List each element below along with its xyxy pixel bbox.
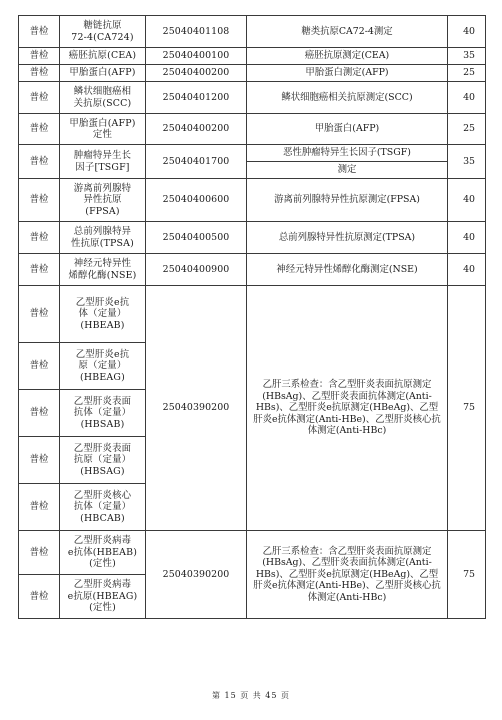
item-price-cell: 35 (448, 48, 486, 65)
item-code-cell: 25040400500 (146, 222, 247, 254)
price-table (18, 15, 486, 619)
item-name-cell: 乙型肝炎核心 抗体（定量） (HBCAB) (60, 484, 146, 531)
item-name-cell: 乙型肝炎e抗 体（定量） (HBEAB) (60, 286, 146, 343)
item-desc-cell: 恶性肿瘤特异生长因子(TSGF) (247, 145, 448, 162)
category-cell: 普检 (19, 145, 60, 179)
category-cell: 普检 (19, 531, 60, 575)
item-name-cell: 癌胚抗原(CEA) (60, 48, 146, 65)
category-cell: 普检 (19, 437, 60, 484)
item-desc-cell: 总前列腺特异性抗原测定(TPSA) (247, 222, 448, 254)
table-row (19, 82, 486, 114)
category-cell: 普检 (19, 343, 60, 390)
item-desc-cell: 乙肝三系检查：含乙型肝炎表面抗原测定(HBsAg)、乙型肝炎表面抗体测定(Anti-HBs)、乙型肝炎e抗原测定(HBeAg)、乙型肝炎e抗体测定(Anti-HBe)、乙型肝炎核心抗体测定(Anti-HBc) (247, 286, 448, 531)
table-row (19, 179, 486, 222)
item-name-cell: 乙型肝炎e抗 原（定量） (HBEAG) (60, 343, 146, 390)
category-cell: 普检 (19, 222, 60, 254)
table-row (19, 16, 486, 48)
item-name-cell: 甲胎蛋白(AFP) 定性 (60, 114, 146, 145)
category-cell: 普检 (19, 48, 60, 65)
item-code-cell: 25040401700 (146, 145, 247, 179)
item-code-cell: 25040390200 (146, 531, 247, 619)
item-name-cell: 乙型肝炎病毒 e抗体(HBEAB) (定性) (60, 531, 146, 575)
item-price-cell: 40 (448, 222, 486, 254)
item-price-cell: 40 (448, 82, 486, 114)
item-price-cell: 75 (448, 531, 486, 619)
category-cell: 普检 (19, 286, 60, 343)
item-name-cell: 游离前列腺特 异性抗原 (FPSA) (60, 179, 146, 222)
category-cell: 普检 (19, 82, 60, 114)
category-cell: 普检 (19, 114, 60, 145)
table-row (19, 65, 486, 82)
table-row (19, 254, 486, 286)
item-name-cell: 乙型肝炎病毒 e抗原(HBEAG) (定性) (60, 575, 146, 619)
item-price-cell: 25 (448, 114, 486, 145)
table-row (19, 531, 486, 575)
table-row (19, 145, 486, 162)
item-price-cell: 75 (448, 286, 486, 531)
item-desc-cell: 游离前列腺特异性抗原测定(FPSA) (247, 179, 448, 222)
item-name-cell: 糖链抗原 72-4(CA724) (60, 16, 146, 48)
item-price-cell: 25 (448, 65, 486, 82)
item-desc-cell: 测定 (247, 162, 448, 179)
page-footer: 第 15 页 共 45 页 (211, 691, 291, 700)
item-desc-cell: 神经元特异性烯醇化酶测定(NSE) (247, 254, 448, 286)
category-cell: 普检 (19, 484, 60, 531)
item-code-cell: 25040400100 (146, 48, 247, 65)
item-name-cell: 乙型肝炎表面 抗原（定量） (HBSAG) (60, 437, 146, 484)
category-cell: 普检 (19, 65, 60, 82)
item-desc-cell: 癌胚抗原测定(CEA) (247, 48, 448, 65)
table-row (19, 48, 486, 65)
category-cell: 普检 (19, 179, 60, 222)
item-name-cell: 神经元特异性 烯醇化酶(NSE) (60, 254, 146, 286)
price-table-body (19, 16, 486, 619)
item-price-cell: 40 (448, 254, 486, 286)
category-cell: 普检 (19, 575, 60, 619)
item-name-cell: 鳞状细胞癌相 关抗原(SCC) (60, 82, 146, 114)
item-code-cell: 25040390200 (146, 286, 247, 531)
item-desc-cell: 乙肝三系检查：含乙型肝炎表面抗原测定(HBsAg)、乙型肝炎表面抗体测定(Anti-HBs)、乙型肝炎e抗原测定(HBeAg)、乙型肝炎e抗体测定(Anti-HBe)、乙型肝炎核心抗体测定(Anti-HBc) (247, 531, 448, 619)
category-cell: 普检 (19, 390, 60, 437)
item-name-cell: 肿瘤特异生长 因子[TSGF] (60, 145, 146, 179)
item-code-cell: 25040400200 (146, 65, 247, 82)
item-price-cell: 40 (448, 179, 486, 222)
table-row (19, 222, 486, 254)
item-desc-cell: 糖类抗原CA72-4测定 (247, 16, 448, 48)
item-name-cell: 甲胎蛋白(AFP) (60, 65, 146, 82)
item-code-cell: 25040400200 (146, 114, 247, 145)
item-code-cell: 25040400600 (146, 179, 247, 222)
item-code-cell: 25040400900 (146, 254, 247, 286)
item-code-cell: 25040401108 (146, 16, 247, 48)
category-cell: 普检 (19, 254, 60, 286)
item-code-cell: 25040401200 (146, 82, 247, 114)
item-name-cell: 乙型肝炎表面 抗体（定量） (HBSAB) (60, 390, 146, 437)
item-desc-cell: 甲胎蛋白测定(AFP) (247, 65, 448, 82)
item-name-cell: 总前列腺特异 性抗原(TPSA) (60, 222, 146, 254)
table-row (19, 114, 486, 145)
table-row (19, 286, 486, 343)
item-desc-cell: 甲胎蛋白(AFP) (247, 114, 448, 145)
item-price-cell: 35 (448, 145, 486, 179)
item-price-cell: 40 (448, 16, 486, 48)
category-cell: 普检 (19, 16, 60, 48)
item-desc-cell: 鳞状细胞癌相关抗原测定(SCC) (247, 82, 448, 114)
